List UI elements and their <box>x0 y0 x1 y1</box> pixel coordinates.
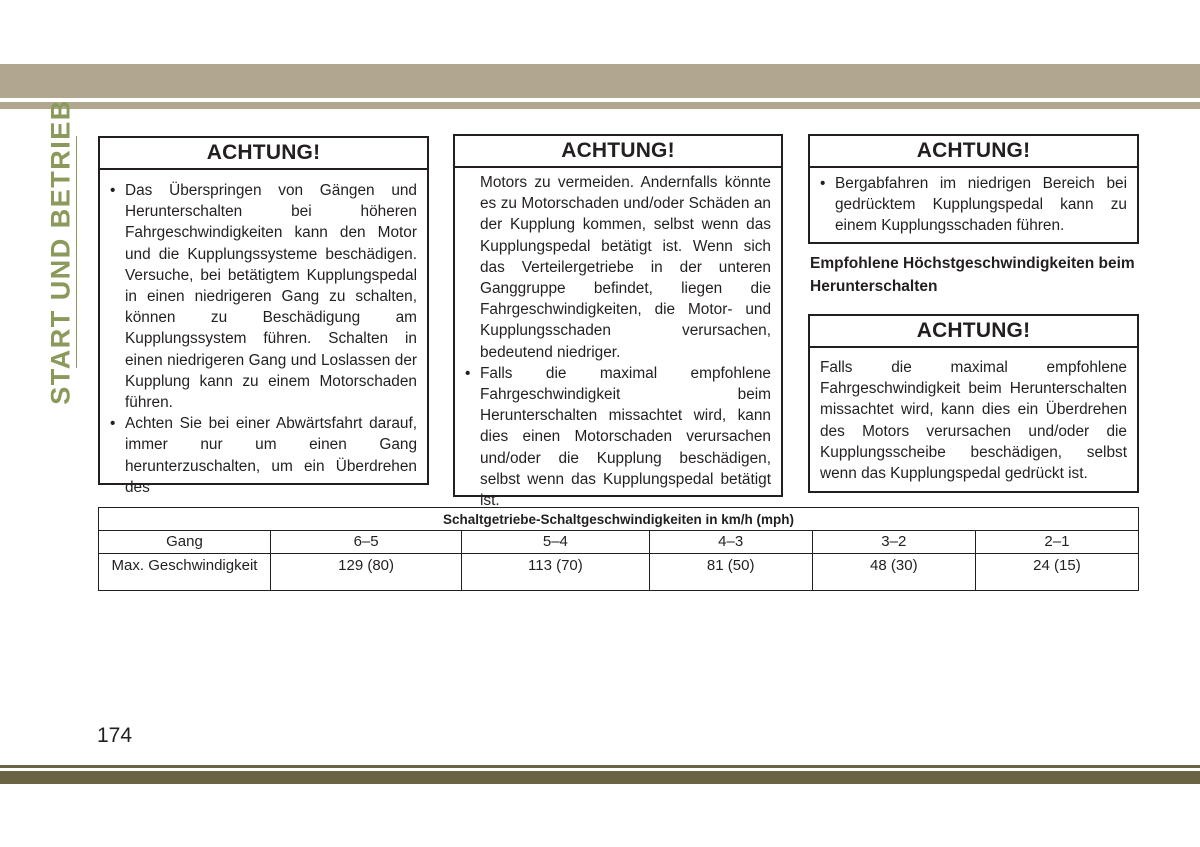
shift-speed-table <box>98 507 1139 591</box>
warning-bullet-list <box>110 180 417 498</box>
table-cell: 2–1 <box>975 531 1138 554</box>
table-cell: 6–5 <box>271 531 462 554</box>
table-title: Schaltgetriebe-Schaltgeschwindigkeiten in km/h (mph) <box>99 508 1139 531</box>
table-row <box>99 554 1139 591</box>
warning-box-4 <box>808 314 1139 493</box>
table-row <box>99 531 1139 554</box>
section-subheading: Empfohlene Höchstgeschwindigkeiten beim Herunterschalten <box>810 255 1135 295</box>
warning-bullet: • Falls die maximal empfohlene Fahrgeschwindigkeit beim Herunterschalten missachtet wird, kann dies einen Motorschaden verursachen und/oder die Kupplung beschädigen, selbst wenn das Kupplungspedal betätigt ist. <box>465 363 771 511</box>
warning-heading: ACHTUNG! <box>810 316 1137 348</box>
warning-box-1 <box>98 136 429 496</box>
page-number: 174 <box>97 724 133 747</box>
warning-bullet: • Achten Sie bei einer Abwärtsfahrt darauf, immer nur um einen Gang herunterzuschalten, um ein Überdrehen des <box>110 413 417 498</box>
footer-band <box>0 771 1200 784</box>
table-cell: 4–3 <box>649 531 812 554</box>
warning-text: Falls die maximal empfohlene Fahrgeschwindigkeit beim Herunterschalten missachtet wird, kann dies ein Überdrehen des Motors verursachen und/oder die Kupplungsscheibe beschädigen, selbst wenn das Kupplungspedal gedrückt ist. <box>820 359 1127 483</box>
warning-box-3 <box>808 134 1139 244</box>
warning-heading: ACHTUNG! <box>810 136 1137 168</box>
chapter-side-title <box>45 99 76 405</box>
warning-heading: ACHTUNG! <box>100 138 427 170</box>
warning-bullet: • Bergabfahren im niedrigen Bereich bei gedrücktem Kupplungspedal kann zu einem Kupplungsschaden führen. <box>820 173 1127 237</box>
table-cell: 5–4 <box>462 531 649 554</box>
table-cell: 24 (15) <box>975 554 1138 591</box>
warning-box-2 <box>453 134 783 510</box>
table-cell: 129 (80) <box>271 554 462 591</box>
table-row-header: Gang <box>99 531 271 554</box>
warning-bullet: • Das Überspringen von Gängen und Herunterschalten bei höheren Fahrgeschwindigkeiten kann den Motor und die Kupplungssysteme beschädigen. Versuche, bei betätigtem Kupplungspedal in einen niedrigeren Gang zu schalten, können zu Beschädigung am Kupplungssystem führen. Schalten in einen niedrigeren Gang und Loslassen der Kupplung kann zu einem Motorschaden führen. <box>110 180 417 413</box>
header-rule <box>0 102 1200 109</box>
table-cell: 48 (30) <box>812 554 975 591</box>
warning-bullet-list <box>465 363 771 511</box>
table-cell: 3–2 <box>812 531 975 554</box>
table-row-header: Max. Geschwindigkeit <box>99 554 271 591</box>
table-cell: 81 (50) <box>649 554 812 591</box>
footer-rule <box>0 765 1200 768</box>
warning-bullet-list <box>820 173 1127 237</box>
chapter-side-rule <box>76 136 77 368</box>
chapter-title-text: START UND BETRIEB <box>45 99 76 405</box>
header-band <box>0 64 1200 98</box>
warning-continuation-text: Motors zu vermeiden. Andernfalls könnte es zu Motorschaden und/oder Schäden an der Kupplung kommen, selbst wenn das Kupplungspedal betätigt ist. Wenn sich das Verteilergetriebe in der unteren Ganggruppe befindet, liegen die Fahrgeschwindigkeiten, die Motor- und Kupplungsschaden verursachen, bedeutend niedriger. <box>480 174 771 361</box>
warning-heading: ACHTUNG! <box>455 136 781 168</box>
table-cell: 113 (70) <box>462 554 649 591</box>
